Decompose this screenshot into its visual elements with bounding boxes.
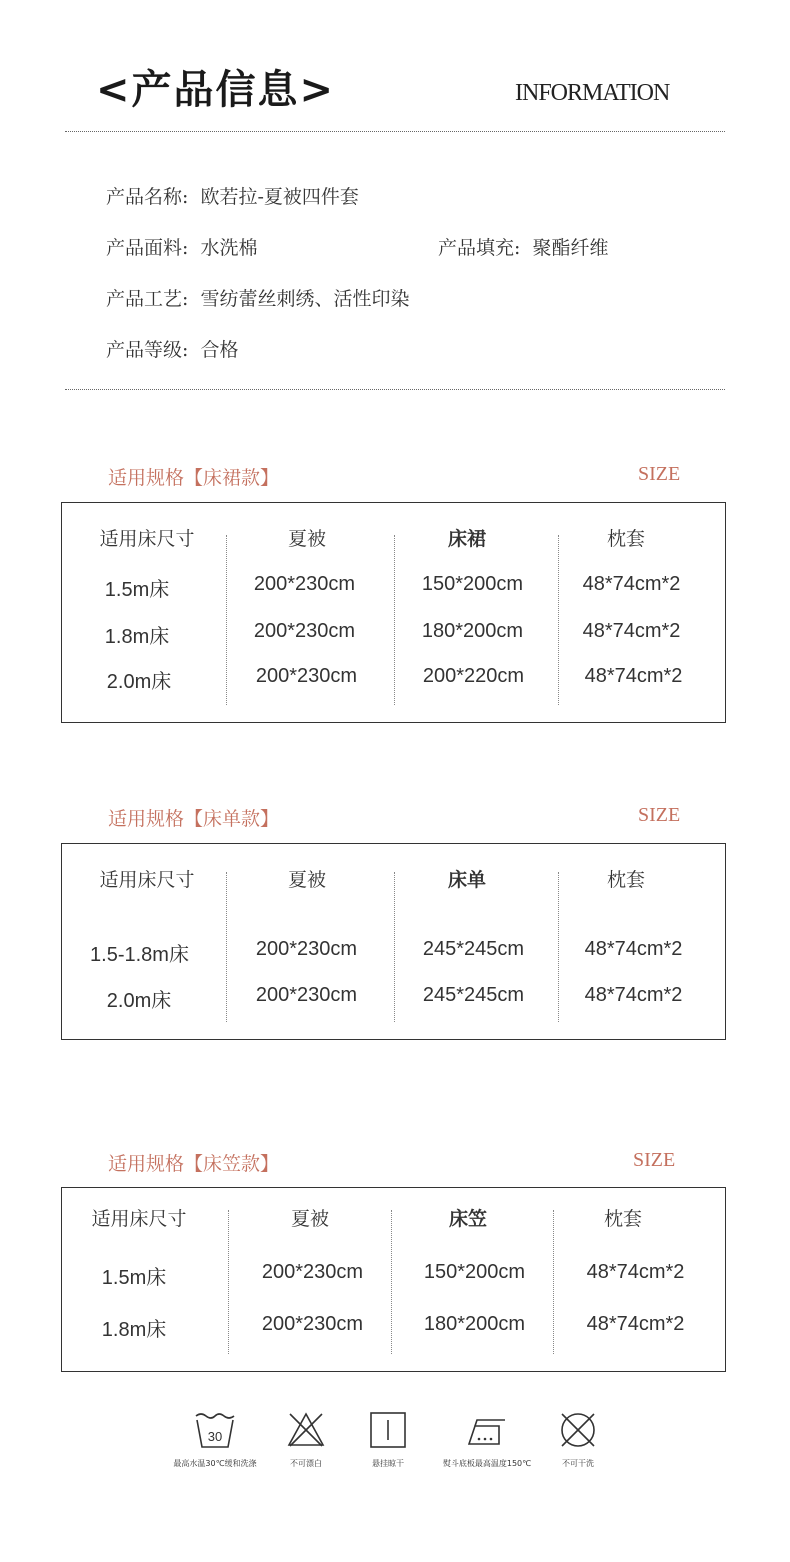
table-cell: 245*245cm: [422, 938, 525, 960]
header-cell: 枕套: [603, 1208, 642, 1230]
wash-temperature: 30: [207, 1429, 223, 1444]
divider-top: [65, 131, 725, 132]
table-cell: 200*230cm: [253, 573, 356, 595]
care-no-dry-clean: [538, 1410, 618, 1469]
column-separator: [391, 1210, 392, 1354]
column-separator: [394, 535, 395, 705]
product-grade-label: 产品等级:: [106, 339, 189, 361]
product-name-row: [106, 182, 359, 209]
no-bleach-icon: [286, 1410, 326, 1450]
column-separator: [226, 872, 227, 1022]
spec-table-bed-skirt: [61, 502, 726, 723]
header-cell: 床单: [447, 869, 486, 891]
iron-icon: [465, 1410, 509, 1450]
section-size-flat-sheet: SIZE: [638, 804, 681, 826]
table-cell: 2.0m床: [106, 671, 172, 693]
care-label: 悬挂晾干: [372, 1459, 404, 1468]
table-cell: 48*74cm*2: [582, 573, 681, 595]
hang-dry-icon: [368, 1410, 408, 1450]
table-cell: 1.8m床: [101, 1319, 167, 1341]
page-subtitle: INFORMATION: [515, 80, 670, 106]
product-craft-label: 产品工艺:: [106, 288, 189, 310]
header-cell: 床笠: [448, 1208, 487, 1230]
header-cell: 枕套: [606, 869, 645, 891]
product-fill-value: 聚酯纤维: [532, 237, 609, 259]
table-cell: 245*245cm: [422, 984, 525, 1006]
table-cell: 48*74cm*2: [584, 938, 683, 960]
product-fabric-row: [106, 233, 257, 260]
table-cell: 200*220cm: [422, 665, 525, 687]
spec-table-fitted-sheet: [61, 1187, 726, 1372]
page-title: <产品信息>: [96, 67, 336, 113]
table-cell: 200*230cm: [255, 938, 358, 960]
header-cell: 适用床尺寸: [99, 528, 195, 550]
table-cell: 48*74cm*2: [584, 665, 683, 687]
care-no-bleach: [266, 1410, 346, 1469]
section-size-bed-skirt: SIZE: [638, 463, 681, 485]
divider-bottom: [65, 389, 725, 390]
column-separator: [394, 872, 395, 1022]
product-fill-label: 产品填充:: [438, 237, 521, 259]
care-label: 不可干洗: [562, 1459, 594, 1468]
product-name-value: 欧若拉-夏被四件套: [200, 186, 359, 208]
header-cell: 床裙: [447, 528, 486, 550]
section-size-fitted-sheet: SIZE: [633, 1149, 676, 1171]
care-label: 最高水温30℃缓和洗涤: [173, 1459, 257, 1468]
product-grade-row: [106, 335, 238, 362]
no-dry-clean-icon: [558, 1410, 598, 1450]
table-cell: 48*74cm*2: [584, 984, 683, 1006]
table-cell: 48*74cm*2: [586, 1261, 685, 1283]
table-cell: 180*200cm: [421, 620, 524, 642]
section-title-bed-skirt: 适用规格【床裙款】: [108, 467, 280, 489]
table-cell: 180*200cm: [423, 1313, 526, 1335]
care-label: 不可漂白: [290, 1459, 322, 1468]
product-fill-row: [438, 233, 608, 260]
column-separator: [553, 1210, 554, 1354]
column-separator: [558, 535, 559, 705]
product-name-label: 产品名称:: [106, 186, 189, 208]
product-grade-value: 合格: [200, 339, 239, 361]
header-cell: 夏被: [290, 1208, 329, 1230]
column-separator: [228, 1210, 229, 1354]
care-label: 熨斗底板最高温度150℃: [442, 1459, 532, 1468]
column-separator: [226, 535, 227, 705]
header-cell: 适用床尺寸: [99, 869, 195, 891]
care-hang-dry: [348, 1410, 428, 1469]
table-cell: 1.5m床: [101, 1267, 167, 1289]
wash-30-icon: [194, 1410, 236, 1450]
table-cell: 48*74cm*2: [582, 620, 681, 642]
table-cell: 200*230cm: [255, 665, 358, 687]
table-cell: 48*74cm*2: [586, 1313, 685, 1335]
table-cell: 150*200cm: [423, 1261, 526, 1283]
table-cell: 1.8m床: [104, 626, 170, 648]
table-cell: 2.0m床: [106, 990, 172, 1012]
table-cell: 150*200cm: [421, 573, 524, 595]
table-cell: 1.5-1.8m床: [90, 944, 189, 966]
table-cell: 1.5m床: [104, 579, 170, 601]
table-cell: 200*230cm: [261, 1261, 364, 1283]
section-title-flat-sheet: 适用规格【床单款】: [108, 808, 280, 830]
header-cell: 夏被: [287, 869, 326, 891]
header-cell: 夏被: [287, 528, 326, 550]
product-craft-row: [106, 284, 409, 311]
product-fabric-value: 水洗棉: [200, 237, 258, 259]
care-iron: [432, 1410, 542, 1469]
spec-table-flat-sheet: [61, 843, 726, 1040]
product-fabric-label: 产品面料:: [106, 237, 189, 259]
table-cell: 200*230cm: [253, 620, 356, 642]
header-cell: 适用床尺寸: [91, 1208, 187, 1230]
product-craft-value: 雪纺蕾丝刺绣、活性印染: [200, 288, 410, 310]
care-wash-30: [165, 1410, 265, 1469]
column-separator: [558, 872, 559, 1022]
header-cell: 枕套: [606, 528, 645, 550]
section-title-fitted-sheet: 适用规格【床笠款】: [108, 1153, 280, 1175]
table-cell: 200*230cm: [261, 1313, 364, 1335]
table-cell: 200*230cm: [255, 984, 358, 1006]
